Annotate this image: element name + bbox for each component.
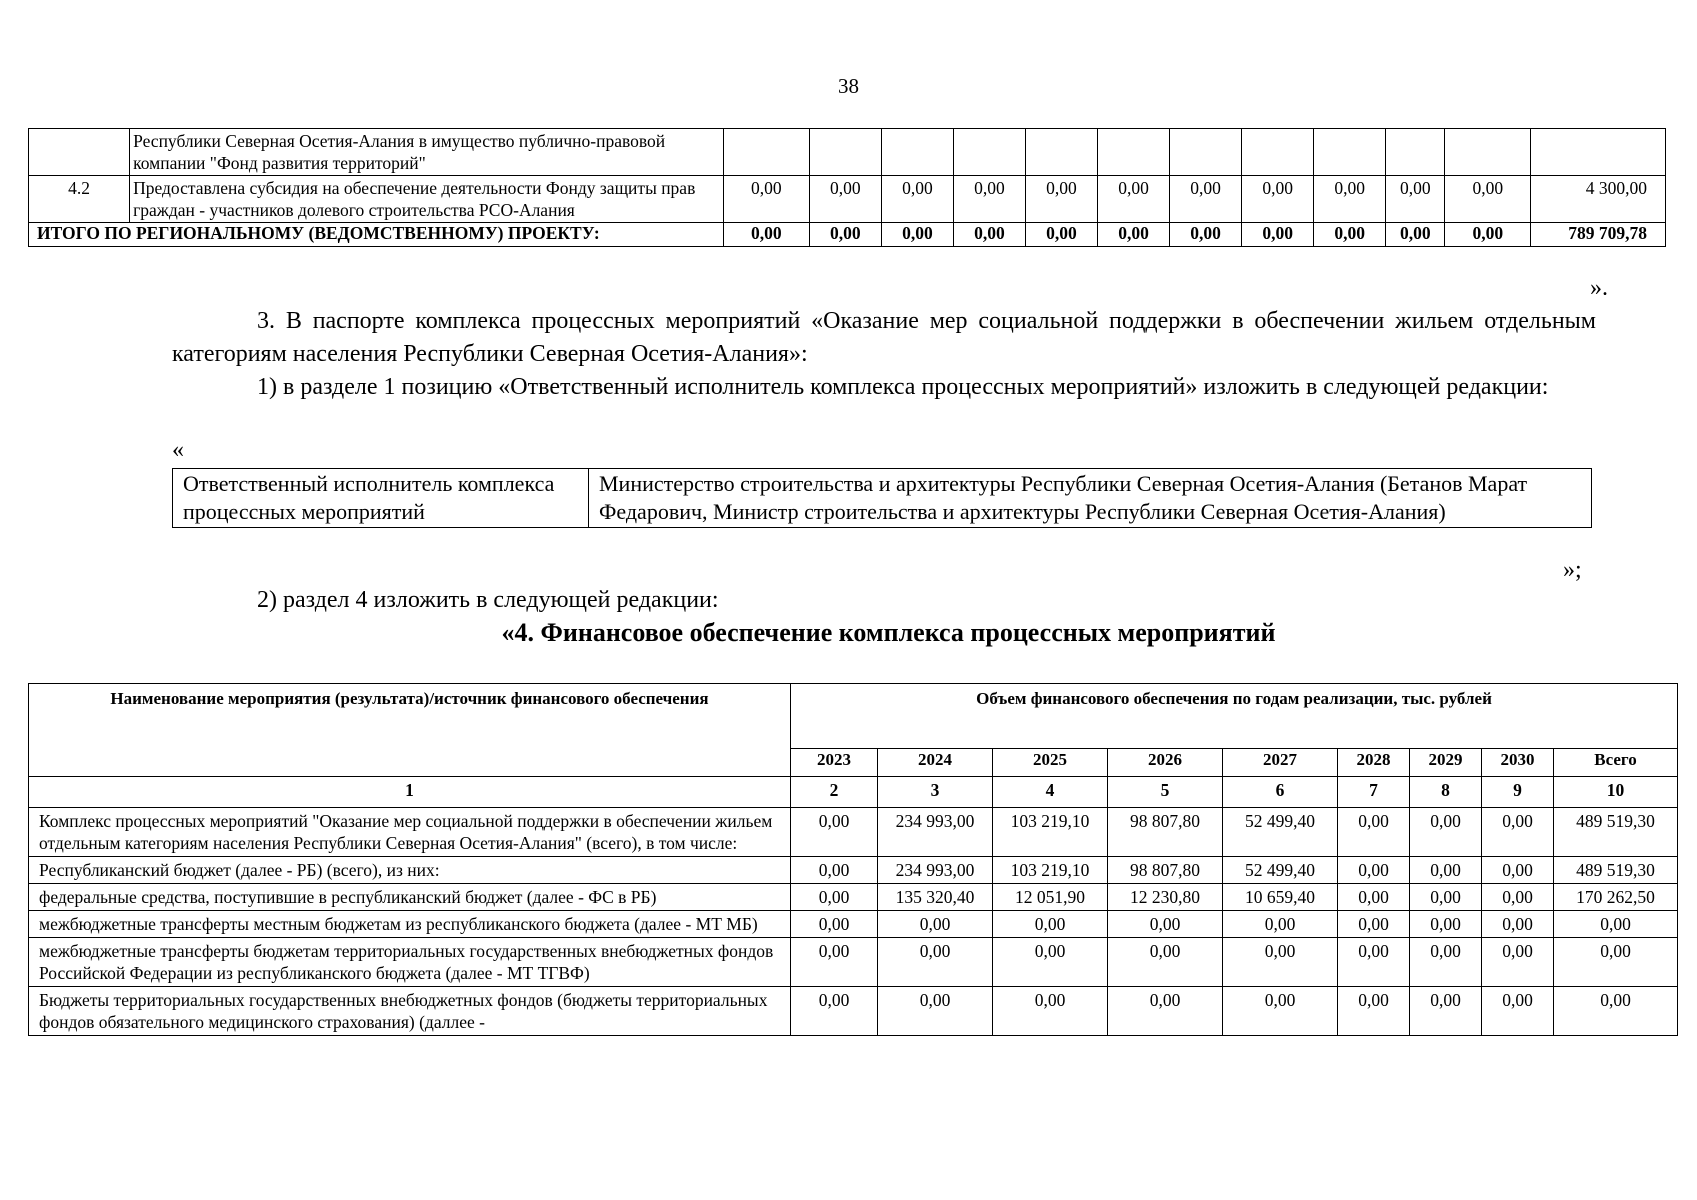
table-row [29,176,1666,223]
year-header: 2028 [1338,749,1410,777]
finance-row-value: 0,00 [993,938,1108,987]
year-header: 2026 [1108,749,1223,777]
year-header: 2027 [1223,749,1338,777]
row-value: 0,00 [809,176,881,223]
total-value: 0,00 [1386,223,1445,247]
finance-row-value: 0,00 [1410,857,1482,884]
row-number: 4.2 [29,176,130,223]
finance-row-value: 12 230,80 [1108,884,1223,911]
finance-row-value: 98 807,80 [1108,808,1223,857]
row-value: 0,00 [1386,176,1445,223]
closing-quote: ». [1590,275,1608,301]
row-label: Республики Северная Осетия-Алания в имущество публично-правовой компании "Фонд развития территорий" [130,129,724,176]
finance-row-value: 0,00 [1338,857,1410,884]
row-value [1531,129,1666,176]
finance-row-value: 0,00 [1482,938,1554,987]
finance-row-value: 234 993,00 [878,808,993,857]
finance-row-value: 0,00 [1338,911,1410,938]
row-value: 0,00 [1242,176,1314,223]
finance-row-value: 0,00 [1223,911,1338,938]
finance-row-value: 0,00 [1482,884,1554,911]
row-value [1170,129,1242,176]
total-value: 0,00 [1025,223,1097,247]
finance-header-row [29,684,1678,749]
finance-row-value: 0,00 [1554,911,1678,938]
finance-row-value: 52 499,40 [1223,857,1338,884]
row-value: 0,00 [1445,176,1531,223]
row-value [1098,129,1170,176]
row-value [809,129,881,176]
row-value: 0,00 [1025,176,1097,223]
finance-row-value: 0,00 [1482,857,1554,884]
row-value: 4 300,00 [1531,176,1666,223]
finance-row-value: 0,00 [993,987,1108,1036]
finance-row-name: межбюджетные трансферты местным бюджетам из республиканского бюджета (далее - МТ МБ) [29,911,791,938]
section-heading: «4. Финансовое обеспечение комплекса процессных мероприятий [501,618,1276,647]
finance-row-value: 52 499,40 [1223,808,1338,857]
finance-row-value: 234 993,00 [878,857,993,884]
year-header: 2025 [993,749,1108,777]
total-row [29,223,1666,247]
row-value [1314,129,1386,176]
finance-row-name: Комплекс процессных мероприятий "Оказание мер социальной поддержки в обеспечении жильем отдельным категориям населения Республики Северная Осетия-Алания" (всего), в том числе: [29,808,791,857]
finance-row-value: 0,00 [1482,987,1554,1036]
finance-row [29,911,1678,938]
row-value: 0,00 [1170,176,1242,223]
finance-row-value: 103 219,10 [993,857,1108,884]
total-value: 789 709,78 [1531,223,1666,247]
header-volume: Объем финансового обеспечения по годам реализации, тыс. рублей [791,684,1678,749]
total-label: ИТОГО ПО РЕГИОНАЛЬНОМУ (ВЕДОМСТВЕННОМУ) ПРОЕКТУ: [29,223,724,247]
total-value: 0,00 [1242,223,1314,247]
total-value: 0,00 [953,223,1025,247]
finance-row-value: 0,00 [878,938,993,987]
opening-quote: « [172,437,184,463]
total-value: 0,00 [1170,223,1242,247]
finance-row-value: 0,00 [1410,911,1482,938]
finance-row-value: 0,00 [1223,938,1338,987]
finance-row-value: 489 519,30 [1554,808,1678,857]
column-number: 9 [1482,777,1554,808]
row-value [1025,129,1097,176]
row-value [723,129,809,176]
row-value [953,129,1025,176]
column-number: 7 [1338,777,1410,808]
column-number-row [29,777,1678,808]
finance-row-value: 0,00 [1338,938,1410,987]
finance-row-value: 12 051,90 [993,884,1108,911]
finance-row-value: 0,00 [1410,938,1482,987]
column-number: 5 [1108,777,1223,808]
total-value: 0,00 [1098,223,1170,247]
finance-row-name: межбюджетные трансферты бюджетам территориальных государственных внебюджетных фондов Российской Федерации из республиканского бюджета (далее - МТ ТГВФ) [29,938,791,987]
finance-row-value: 0,00 [1554,987,1678,1036]
finance-row-value: 0,00 [1410,808,1482,857]
finance-row-value: 0,00 [1338,884,1410,911]
row-value: 0,00 [1314,176,1386,223]
column-number: 1 [29,777,791,808]
finance-row [29,884,1678,911]
year-header: Всего [1554,749,1678,777]
row-value: 0,00 [723,176,809,223]
row-label: Предоставлена субсидия на обеспечение деятельности Фонду защиты прав граждан - участников долевого строительства РСО-Алания [130,176,724,223]
total-value: 0,00 [881,223,953,247]
column-number: 10 [1554,777,1678,808]
row-value [881,129,953,176]
finance-row-value: 0,00 [1482,808,1554,857]
finance-row-value: 0,00 [878,911,993,938]
finance-row [29,938,1678,987]
finance-row-value: 0,00 [1338,808,1410,857]
column-number: 8 [1410,777,1482,808]
finance-row [29,808,1678,857]
closing-quote-semicolon: »; [1563,557,1582,583]
year-header: 2030 [1482,749,1554,777]
finance-row-value: 0,00 [878,987,993,1036]
total-value: 0,00 [1314,223,1386,247]
row-value [1386,129,1445,176]
column-number: 6 [1223,777,1338,808]
row-value: 0,00 [953,176,1025,223]
finance-row-value: 0,00 [791,987,878,1036]
finance-row-value: 103 219,10 [993,808,1108,857]
finance-row-value: 0,00 [791,808,878,857]
total-value: 0,00 [809,223,881,247]
header-name: Наименование мероприятия (результата)/источник финансового обеспечения [29,684,791,777]
project-table-body [29,129,1666,247]
finance-row-value: 0,00 [1410,884,1482,911]
executor-table [172,468,1592,528]
finance-row-value: 0,00 [993,911,1108,938]
finance-row-value: 0,00 [1338,987,1410,1036]
finance-row-value: 0,00 [791,911,878,938]
executor-value: Министерство строительства и архитектуры Республики Северная Осетия-Алания (Бетанов Марат Федарович, Министр строительства и архитектуры Республики Северная Осетия-Алания) [589,469,1592,528]
paragraph-subitem-1: 1) в разделе 1 позицию «Ответственный исполнитель комплекса процессных мероприятий» изложить в следующей редакции: [257,374,1549,400]
finance-row-value: 0,00 [1554,938,1678,987]
row-number [29,129,130,176]
finance-row-value: 489 519,30 [1554,857,1678,884]
page-number: 38 [838,74,859,98]
row-value: 0,00 [881,176,953,223]
project-table [28,128,1666,247]
paragraph-item-3: 3. В паспорте комплекса процессных мероприятий «Оказание мер социальной поддержки в обеспечении жильем отдельным категориям населения Республики Северная Осетия-Алания»: [172,308,1596,367]
row-value [1242,129,1314,176]
finance-row [29,987,1678,1036]
finance-row-value: 0,00 [1410,987,1482,1036]
finance-row-value: 0,00 [791,884,878,911]
total-value: 0,00 [1445,223,1531,247]
paragraph-subitem-2: 2) раздел 4 изложить в следующей редакции: [257,587,719,613]
row-value [1445,129,1531,176]
year-header: 2023 [791,749,878,777]
finance-row-name: Республиканский бюджет (далее - РБ) (всего), из них: [29,857,791,884]
finance-row-value: 0,00 [1108,911,1223,938]
total-value: 0,00 [723,223,809,247]
finance-row-name: Бюджеты территориальных государственных внебюджетных фондов (бюджеты территориальных фондов обязательного медицинского страхования) (даллее - [29,987,791,1036]
year-header: 2024 [878,749,993,777]
finance-row-name: федеральные средства, поступившие в республиканский бюджет (далее - ФС в РБ) [29,884,791,911]
column-number: 2 [791,777,878,808]
column-number: 3 [878,777,993,808]
finance-table-body [29,777,1678,1036]
finance-row-value: 135 320,40 [878,884,993,911]
finance-row-value: 0,00 [1108,987,1223,1036]
year-header: 2029 [1410,749,1482,777]
row-value: 0,00 [1098,176,1170,223]
column-number: 4 [993,777,1108,808]
finance-row [29,857,1678,884]
finance-row-value: 98 807,80 [1108,857,1223,884]
finance-row-value: 0,00 [1223,987,1338,1036]
finance-row-value: 170 262,50 [1554,884,1678,911]
finance-row-value: 0,00 [1108,938,1223,987]
executor-label: Ответственный исполнитель комплекса процессных мероприятий [173,469,589,528]
finance-row-value: 0,00 [791,857,878,884]
executor-row [173,469,1592,528]
table-row [29,129,1666,176]
finance-row-value: 0,00 [1482,911,1554,938]
finance-table [28,683,1678,1036]
finance-row-value: 0,00 [791,938,878,987]
finance-row-value: 10 659,40 [1223,884,1338,911]
